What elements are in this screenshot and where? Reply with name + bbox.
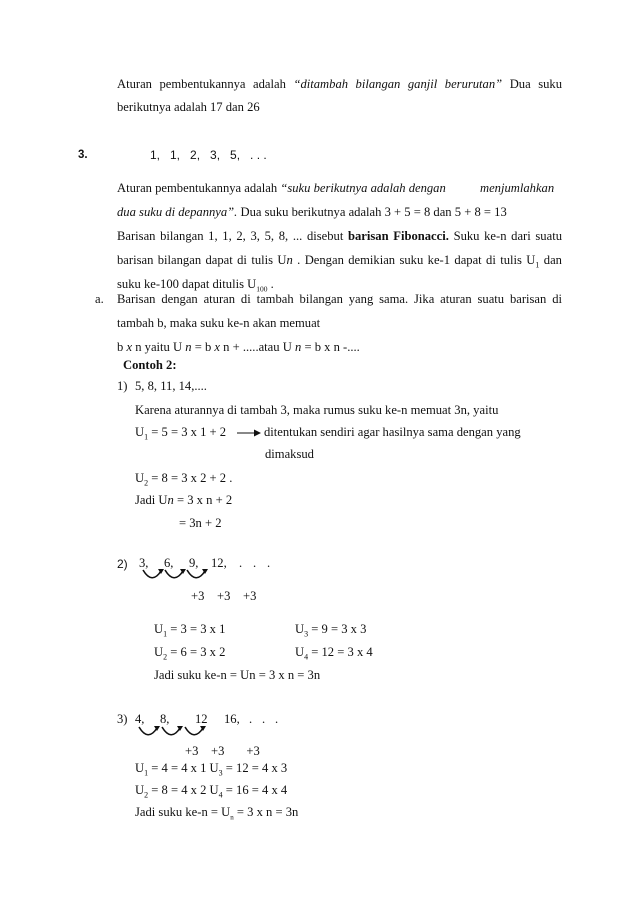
text-span: = b bbox=[194, 340, 212, 354]
italic-span: n bbox=[167, 493, 174, 507]
text-span: Dua suku berikutnya adalah 3 + 5 = 8 dan 5 + 8 = 13 bbox=[240, 205, 507, 219]
text-span: = 16 = 4 x 4 bbox=[222, 783, 288, 797]
sequence-dot: . bbox=[275, 712, 279, 726]
subscript: 1 bbox=[144, 432, 149, 442]
subscript: 2 bbox=[144, 478, 149, 488]
sequence-term: 6, bbox=[164, 556, 174, 570]
text-span: = 9 = 3 x 3 bbox=[308, 622, 367, 636]
text-span: suku ke-100 dapat ditulis U bbox=[117, 277, 257, 291]
sequence-term: 4, bbox=[135, 712, 145, 726]
intro-line-1 bbox=[117, 78, 562, 91]
sequence-dot: . bbox=[262, 712, 266, 726]
italic-span: n bbox=[286, 253, 293, 267]
text-span: = 8 = 4 x 2 U bbox=[148, 783, 219, 797]
text-span: U bbox=[135, 783, 145, 797]
text-span: = 3 x n = 3n bbox=[233, 805, 299, 819]
example-2-marker: 2) bbox=[117, 557, 128, 571]
fibonacci-line-3 bbox=[117, 278, 274, 293]
text-span: Suku ke-n dari suatu bbox=[453, 229, 562, 243]
text-span: dan bbox=[543, 253, 562, 267]
italic-span: “suku berikutnya adalah dengan bbox=[280, 181, 446, 195]
text-span: Aturan pembentukannya adalah bbox=[117, 77, 286, 91]
text-span: = 5 = 3 x 1 + 2 bbox=[148, 425, 227, 439]
example-1-note-1: ditentukan sendiri agar hasilnya sama dengan yang bbox=[264, 425, 521, 439]
sequence-term: 16, bbox=[224, 712, 240, 726]
text-span: U bbox=[154, 645, 164, 659]
item-a-line-2: tambah b, maka suku ke-n akan memuat bbox=[117, 316, 321, 330]
subscript: 100 bbox=[256, 284, 268, 294]
text-span: Dua suku bbox=[509, 77, 562, 91]
text-span: = 12 = 4 x 3 bbox=[222, 761, 288, 775]
subscript: 2 bbox=[144, 790, 149, 800]
text-span: U bbox=[295, 622, 305, 636]
sequence-term: 3, bbox=[139, 556, 149, 570]
example-2-u2 bbox=[154, 646, 225, 662]
example-2-u1 bbox=[154, 623, 225, 639]
example-2-u3 bbox=[295, 623, 366, 639]
text-span: = 8 = 3 x 2 + 2 . bbox=[148, 471, 233, 485]
example-1-u1 bbox=[135, 426, 226, 442]
text-span: U bbox=[135, 761, 145, 775]
example-3-line-1 bbox=[135, 762, 287, 778]
italic-span: n bbox=[185, 340, 192, 354]
italic-span: n bbox=[294, 340, 302, 354]
fibonacci-sequence: 1, 1, 2, 3, 5, . . . bbox=[150, 148, 267, 162]
curved-arrows-icon bbox=[140, 567, 210, 585]
sequence-dot: . bbox=[239, 556, 243, 570]
example-1-sequence: 5, 8, 11, 14,.... bbox=[135, 379, 207, 393]
subscript: 3 bbox=[304, 629, 309, 639]
text-span: Jadi suku ke-n = U bbox=[135, 805, 231, 819]
rule-line-1-right: menjumlahkan bbox=[480, 181, 555, 195]
italic-span: x bbox=[214, 340, 220, 354]
fibonacci-line-1 bbox=[117, 230, 562, 243]
example-title: Contoh 2: bbox=[123, 358, 177, 372]
item-marker-a: a. bbox=[95, 292, 104, 306]
text-span: = 6 = 3 x 2 bbox=[167, 645, 226, 659]
subscript: 3 bbox=[218, 768, 223, 778]
item-number: 3. bbox=[78, 149, 88, 161]
example-3-conclusion bbox=[135, 806, 298, 822]
item-a-line-1: Barisan dengan aturan di tambah bilangan yang sama. Jika aturan suatu barisan di bbox=[117, 292, 562, 306]
text-span: U bbox=[135, 425, 145, 439]
sequence-term: 8, bbox=[160, 712, 170, 726]
text-span: n yaitu U bbox=[135, 340, 183, 354]
subscript: 4 bbox=[304, 652, 309, 662]
subscript: 4 bbox=[218, 790, 223, 800]
intro-line-2: berikutnya adalah 17 dan 26 bbox=[117, 100, 260, 114]
sequence-dot: . bbox=[253, 556, 257, 570]
sequence-term: 12 bbox=[195, 712, 208, 726]
example-3-differences: +3 +3 +3 bbox=[185, 744, 260, 758]
italic-span: x bbox=[126, 340, 133, 354]
arrow-right-icon bbox=[236, 427, 262, 439]
text-span: . Dengan demikian suku ke-1 dapat di tulis U bbox=[297, 253, 536, 267]
example-3-line-2 bbox=[135, 784, 287, 800]
sequence-term: 12, bbox=[211, 556, 227, 570]
example-1-note-2: dimaksud bbox=[265, 447, 314, 461]
subscript: n bbox=[230, 813, 234, 822]
subscript: 2 bbox=[163, 652, 168, 662]
text-span: . bbox=[270, 277, 274, 291]
text-span: barisan bilangan dapat di tulis U bbox=[117, 253, 287, 267]
text-span: = 3 x n + 2 bbox=[173, 493, 233, 507]
text-span: Jadi U bbox=[135, 493, 168, 507]
example-3-marker: 3) bbox=[117, 712, 128, 726]
subscript: 1 bbox=[163, 629, 168, 639]
text-span: n + .....atau U bbox=[223, 340, 292, 354]
text-span: b bbox=[117, 340, 124, 354]
example-2-conclusion: Jadi suku ke-n = Un = 3 x n = 3n bbox=[154, 668, 321, 682]
example-2-differences: +3 +3 +3 bbox=[191, 589, 257, 603]
sequence-dot: . bbox=[249, 712, 253, 726]
example-1-marker: 1) bbox=[117, 379, 128, 393]
text-span: Barisan bilangan 1, 1, 2, 3, 5, 8, ... disebut bbox=[117, 229, 344, 243]
example-1-explanation: Karena aturannya di tambah 3, maka rumus suku ke-n memuat 3n, yaitu bbox=[135, 403, 499, 417]
example-1-u2 bbox=[135, 472, 232, 488]
text-span: Aturan pembentukannya adalah bbox=[117, 181, 278, 195]
italic-span: “ditambah bilangan ganjil berurutan” bbox=[293, 77, 503, 91]
text-span: = 12 = 3 x 4 bbox=[308, 645, 373, 659]
example-1-result: = 3n + 2 bbox=[179, 516, 222, 530]
subscript: 1 bbox=[144, 768, 149, 778]
item-a-formula bbox=[117, 341, 360, 354]
sequence-term: 9, bbox=[189, 556, 199, 570]
text-span: U bbox=[295, 645, 305, 659]
text-span: = b x n -.... bbox=[304, 340, 360, 354]
text-span: U bbox=[154, 622, 164, 636]
curved-arrows-icon bbox=[136, 724, 208, 742]
fibonacci-line-2 bbox=[117, 254, 562, 270]
text-span: = 3 = 3 x 1 bbox=[167, 622, 226, 636]
bold-span: barisan Fibonacci. bbox=[348, 229, 449, 243]
subscript: 1 bbox=[535, 260, 540, 270]
example-2-u4 bbox=[295, 646, 373, 662]
sequence-dot: . bbox=[267, 556, 271, 570]
example-1-conclusion bbox=[135, 494, 232, 507]
italic-span: dua suku di depannya”. bbox=[117, 205, 238, 219]
text-span: = 4 = 4 x 1 U bbox=[148, 761, 219, 775]
rule-line-1-left bbox=[117, 182, 446, 195]
text-span: U bbox=[135, 471, 145, 485]
rule-line-2 bbox=[117, 206, 507, 219]
